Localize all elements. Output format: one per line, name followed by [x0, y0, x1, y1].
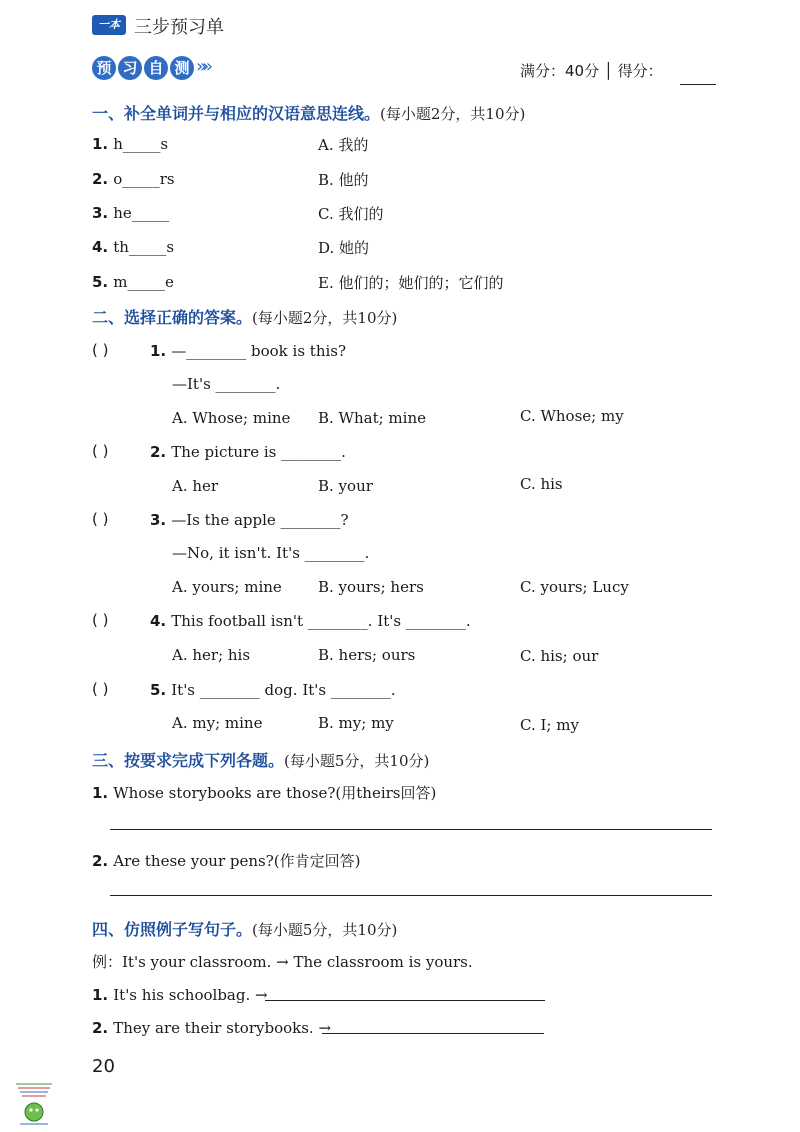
- choice-a[interactable]: A. Whose; mine: [172, 409, 291, 427]
- double-arrow-icon: »»: [196, 56, 209, 77]
- fill-item: [92, 169, 175, 188]
- question-text: —________ book is this?: [171, 342, 347, 360]
- publisher-stamp-icon: [12, 1080, 56, 1126]
- question-stem: [92, 985, 268, 1004]
- question-number: 1.: [92, 784, 109, 802]
- section-note: (每小题5分，共10分): [284, 752, 430, 770]
- meaning-option[interactable]: E. 他们的；她们的；它们的: [318, 274, 504, 292]
- answer-parenthesis[interactable]: ( ): [92, 680, 109, 698]
- question-stem: [92, 850, 360, 871]
- choice-c[interactable]: C. Whose; my: [520, 407, 624, 425]
- question-text: The picture is ________.: [171, 443, 346, 461]
- choice-c[interactable]: C. his: [520, 475, 563, 493]
- meaning-option[interactable]: D. 她的: [318, 239, 370, 257]
- answer-parenthesis[interactable]: ( ): [92, 611, 109, 629]
- meaning-option[interactable]: C. 我们的: [318, 205, 384, 223]
- choice-a[interactable]: A. her; his: [172, 646, 251, 664]
- section-banner: [92, 56, 194, 80]
- question-number: 2.: [92, 852, 109, 870]
- example-sentence: 例：It's your classroom. → The classroom is yours.: [92, 953, 473, 971]
- item-number: 5.: [92, 273, 109, 291]
- section-title: 二、选择正确的答案。: [92, 308, 253, 327]
- word-blank[interactable]: o_____rs: [113, 170, 175, 188]
- answer-line[interactable]: [322, 1033, 544, 1034]
- section-2-heading: [92, 305, 397, 328]
- question-stem: [150, 510, 349, 529]
- word-blank[interactable]: m_____e: [113, 273, 174, 291]
- question-number: 5.: [150, 681, 167, 699]
- banner-char: 预: [92, 56, 116, 80]
- answer-line[interactable]: [265, 1000, 545, 1001]
- choice-b[interactable]: B. What; mine: [318, 409, 426, 427]
- meaning-option[interactable]: B. 他的: [318, 171, 369, 189]
- question-text: —No, it isn't. It's ________.: [172, 544, 370, 562]
- section-3-heading: [92, 748, 429, 771]
- fill-item: [92, 134, 168, 153]
- question-text: It's his schoolbag. →: [113, 986, 268, 1004]
- section-note: (每小题5分，共10分): [252, 921, 398, 939]
- series-badge: 一本: [92, 15, 126, 35]
- score-label: 满分：40分 │ 得分：: [520, 62, 663, 80]
- question-number: 1.: [92, 986, 109, 1004]
- section-1-heading: [92, 101, 525, 124]
- answer-parenthesis[interactable]: ( ): [92, 442, 109, 460]
- question-text: It's ________ dog. It's ________.: [171, 681, 396, 699]
- fill-item: [92, 203, 169, 222]
- section-title: 四、仿照例子写句子。: [92, 920, 253, 939]
- question-number: 3.: [150, 511, 167, 529]
- item-number: 1.: [92, 135, 109, 153]
- section-title: 三、按要求完成下列各题。: [92, 751, 285, 770]
- question-stem: [92, 1018, 331, 1037]
- question-stem: [150, 341, 346, 360]
- question-text: —It's ________.: [172, 375, 281, 393]
- question-text: Whose storybooks are those?(用theirs回答): [113, 784, 437, 802]
- banner-char: 习: [118, 56, 142, 80]
- fill-item: [92, 272, 174, 291]
- item-number: 2.: [92, 170, 109, 188]
- question-text: This football isn't ________. It's ________.: [171, 612, 471, 630]
- meaning-option[interactable]: A. 我的: [318, 136, 369, 154]
- section-note: (每小题2分，共10分): [252, 309, 398, 327]
- question-number: 2.: [150, 443, 167, 461]
- question-stem: [150, 680, 396, 699]
- word-blank[interactable]: h_____s: [113, 135, 169, 153]
- word-blank[interactable]: he_____: [113, 204, 170, 222]
- question-stem: [92, 782, 436, 803]
- question-text: —Is the apple ________?: [171, 511, 349, 529]
- choice-a[interactable]: A. yours; mine: [172, 578, 282, 596]
- choice-c[interactable]: C. his; our: [520, 647, 599, 665]
- question-stem: [150, 442, 346, 461]
- choice-c[interactable]: C. yours; Lucy: [520, 578, 629, 596]
- section-4-heading: [92, 917, 397, 940]
- page-number: 20: [92, 1056, 115, 1077]
- answer-line[interactable]: [110, 829, 712, 830]
- question-number: 2.: [92, 1019, 109, 1037]
- question-text: Are these your pens?(作肯定回答): [113, 852, 361, 870]
- banner-char: 自: [144, 56, 168, 80]
- choice-a[interactable]: A. my; mine: [172, 714, 263, 732]
- choice-a[interactable]: A. her: [172, 477, 219, 495]
- question-text: They are their storybooks. →: [113, 1019, 332, 1037]
- score-blank[interactable]: [680, 84, 716, 85]
- banner-char: 测: [170, 56, 194, 80]
- section-title: 一、补全单词并与相应的汉语意思连线。: [92, 104, 381, 123]
- choice-c[interactable]: C. I; my: [520, 716, 579, 734]
- question-number: 1.: [150, 342, 167, 360]
- answer-parenthesis[interactable]: ( ): [92, 510, 109, 528]
- item-number: 4.: [92, 238, 109, 256]
- choice-b[interactable]: B. yours; hers: [318, 578, 424, 596]
- fill-item: [92, 237, 174, 256]
- choice-b[interactable]: B. hers; ours: [318, 646, 416, 664]
- document-title: 三步预习单: [134, 17, 224, 38]
- section-note: (每小题2分，共10分): [380, 105, 526, 123]
- item-number: 3.: [92, 204, 109, 222]
- answer-line[interactable]: [110, 895, 712, 896]
- question-stem: [150, 611, 471, 630]
- question-number: 4.: [150, 612, 167, 630]
- word-blank[interactable]: th_____s: [113, 238, 175, 256]
- choice-b[interactable]: B. your: [318, 477, 373, 495]
- answer-parenthesis[interactable]: ( ): [92, 341, 109, 359]
- choice-b[interactable]: B. my; my: [318, 714, 394, 732]
